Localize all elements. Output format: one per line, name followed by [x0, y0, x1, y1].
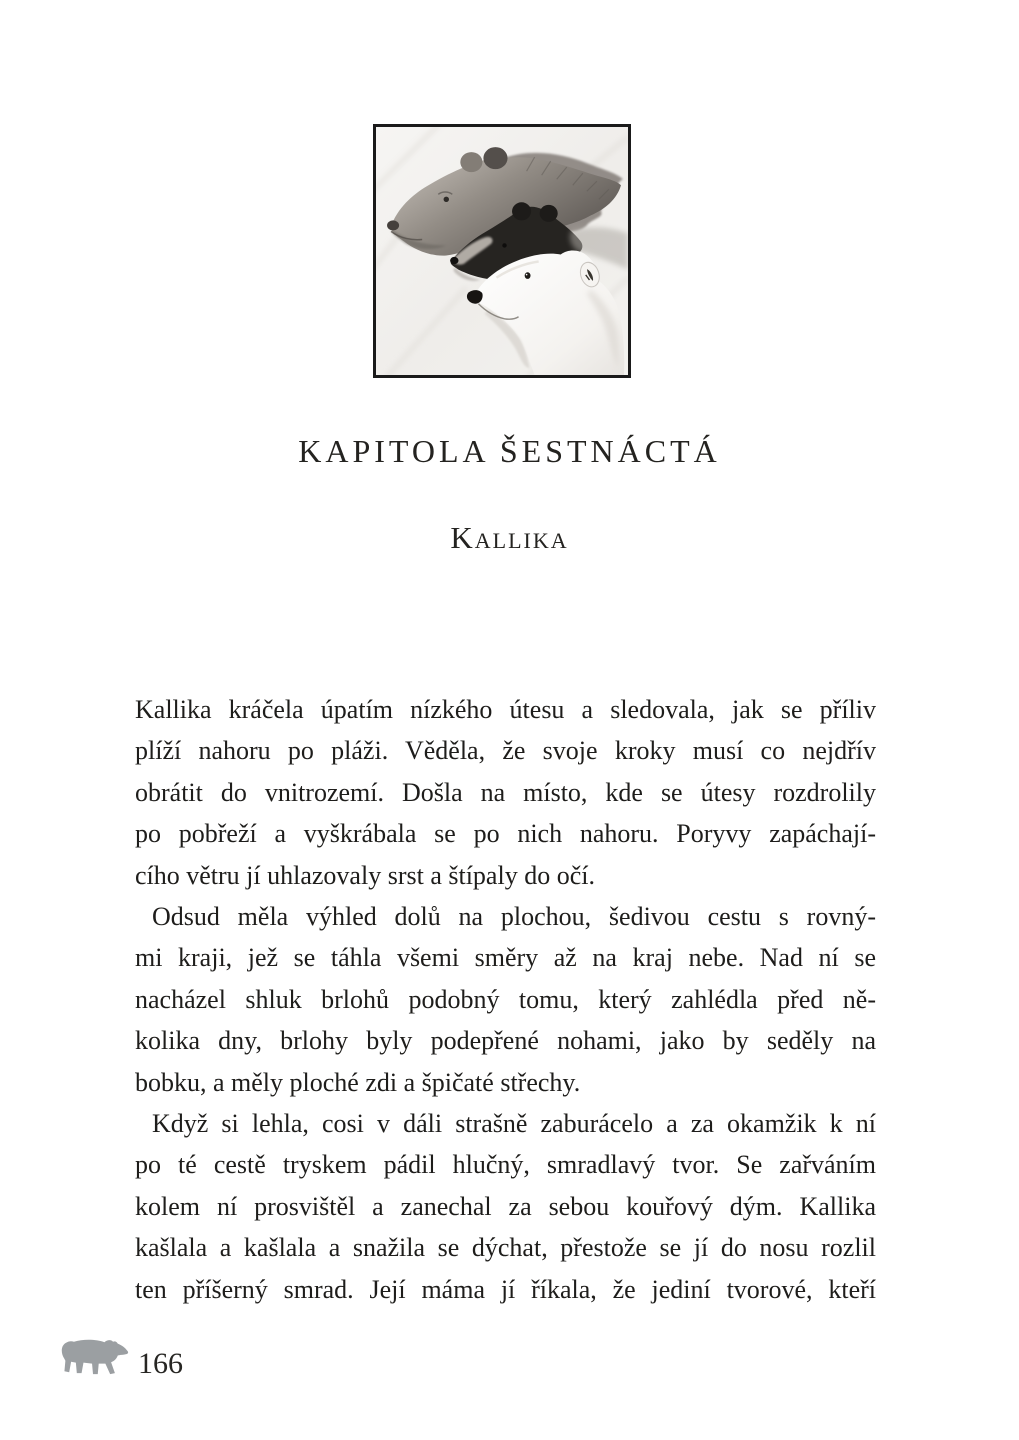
- three-bears-image: [376, 127, 628, 375]
- text-line: ten příšerný smrad. Její máma jí říkala, že jediní tvorové, kteří: [135, 1274, 876, 1304]
- text-line: bobku, a měly ploché zdi a špičaté střechy.: [135, 1067, 581, 1097]
- text-line: Když si lehla, cosi v dáli strašně zaburácelo a za okamžik k ní: [152, 1109, 876, 1139]
- text-line: mi kraji, jež se táhla všemi směry až na kraj nebe. Nad ní se: [135, 943, 876, 973]
- text-line: obrátit do vnitrozemí. Došla na místo, kde se útesy rozdrolily: [135, 777, 876, 807]
- page-number: 166: [138, 1347, 183, 1380]
- text-line: kolem ní prosvištěl a zanechal za sebou kouřový dým. Kallika: [135, 1191, 876, 1221]
- text-line: po pobřeží a vyškrábala se po nich nahoru. Poryvy zapáchají-: [135, 819, 876, 849]
- text-line: kašlala a kašlala a snažila se dýchat, přestože se jí do nosu rozlil: [135, 1233, 876, 1263]
- text-line: Odsud měla výhled dolů na plochou, šedivou cestu s rovný-: [152, 902, 876, 932]
- text-line: plíží nahoru po pláži. Věděla, že svoje kroky musí co nejdřív: [135, 736, 876, 766]
- bear-silhouette-icon: [53, 1334, 133, 1378]
- body-text: [135, 689, 876, 1310]
- chapter-heading: KAPITOLA ŠESTNÁCTÁ: [298, 433, 721, 469]
- text-line: nacházel shluk brlohů podobný tomu, který zahlédla před ně-: [135, 984, 876, 1014]
- text-line: kolika dny, brlohy byly podepřené nohami, jako by seděly na: [135, 1026, 876, 1056]
- text-line: Kallika kráčela úpatím nízkého útesu a sledovala, jak se příliv: [135, 695, 876, 724]
- text-line: cího větru jí uhlazovaly srst a štípaly do očí.: [135, 860, 595, 890]
- chapter-title: Kallika: [450, 520, 569, 555]
- chapter-illustration-frame: [373, 124, 631, 378]
- text-line: po té cestě tryskem pádil hlučný, smradlavý tvor. Se zařváním: [135, 1150, 876, 1180]
